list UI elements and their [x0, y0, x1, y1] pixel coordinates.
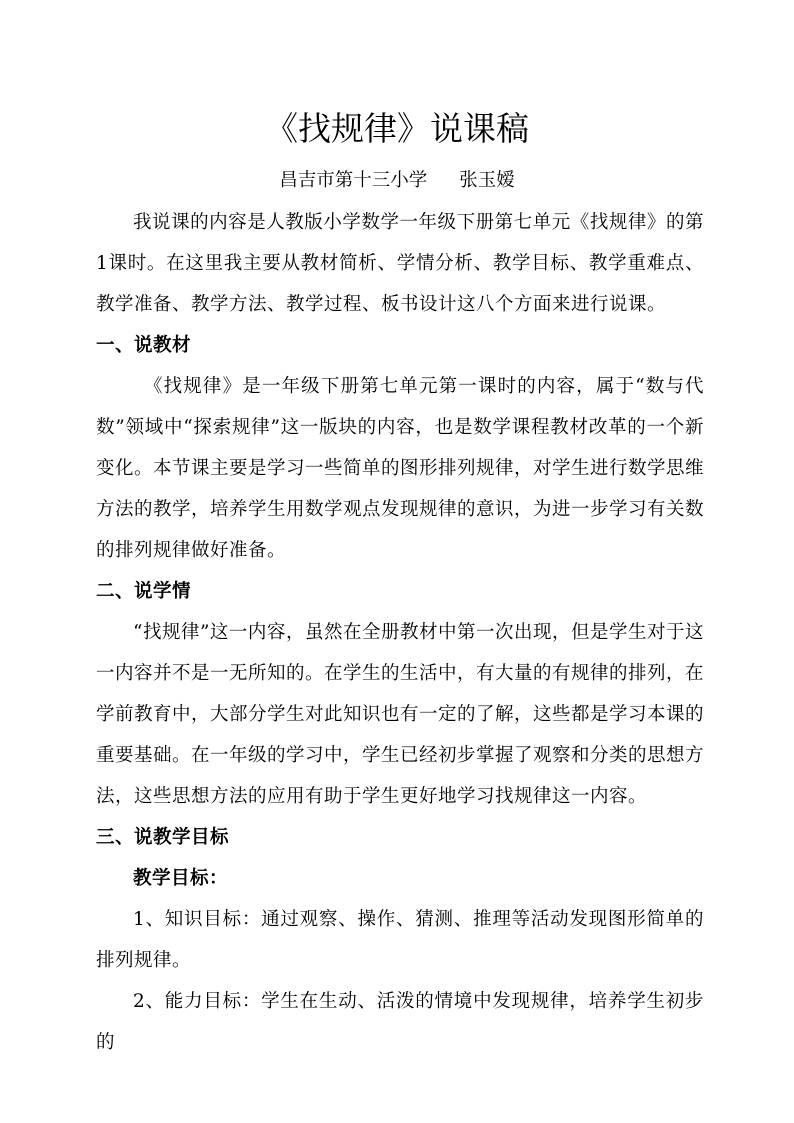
author-name: 张玉嫒	[459, 170, 515, 191]
section-heading-learners: 二、说学情	[96, 581, 192, 602]
author-school: 昌吉市第十三小学	[279, 170, 428, 191]
section-heading-textbook: 一、说教材	[96, 335, 192, 356]
section-paragraph-textbook: 《找规律》是一年级下册第七单元第一课时的内容，属于“数与代数”领域中“探索规律”这一版块的内容，也是数学课程教材改革的一个新变化。本节课主要是学习一些简单的图形排列规律，对学生进行数学思维方法的教学，培养学生用数学观点发现规律的意识，为进一步学习有关数的排列规律做好准备。	[96, 376, 705, 561]
objective-item-knowledge: 1、知识目标：通过观察、操作、猜测、推理等活动发现图形简单的排列规律。	[96, 909, 704, 971]
author-line	[0, 164, 794, 198]
intro-paragraph: 我说课的内容是人教版小学数学一年级下册第七单元《找规律》的第1课时。在这里我主要从教材简析、学情分析、教学目标、教学重难点、教学准备、教学方法、教学过程、板书设计这八个方面来进行说课。	[96, 212, 704, 315]
section-heading-objectives: 三、说教学目标	[96, 827, 230, 848]
objective-item-ability: 2、能力目标：学生在生动、活泼的情境中发现规律，培养学生初步的	[96, 991, 704, 1053]
objectives-subheading: 教学目标：	[133, 868, 229, 889]
document-title: 《找规律》说课稿	[265, 109, 529, 148]
document-body	[96, 202, 704, 1063]
section-paragraph-learners: “找规律”这一内容，虽然在全册教材中第一次出现，但是学生对于这一内容并不是一无所知的。在学生的生活中，有大量的有规律的排列，在学前教育中，大部分学生对此知识也有一定的了解，这些都是学习本课的重要基础。在一年级的学习中，学生已经初步掌握了观察和分类的思想方法，这些思想方法的应用有助于学生更好地学习找规律这一内容。	[96, 622, 705, 807]
